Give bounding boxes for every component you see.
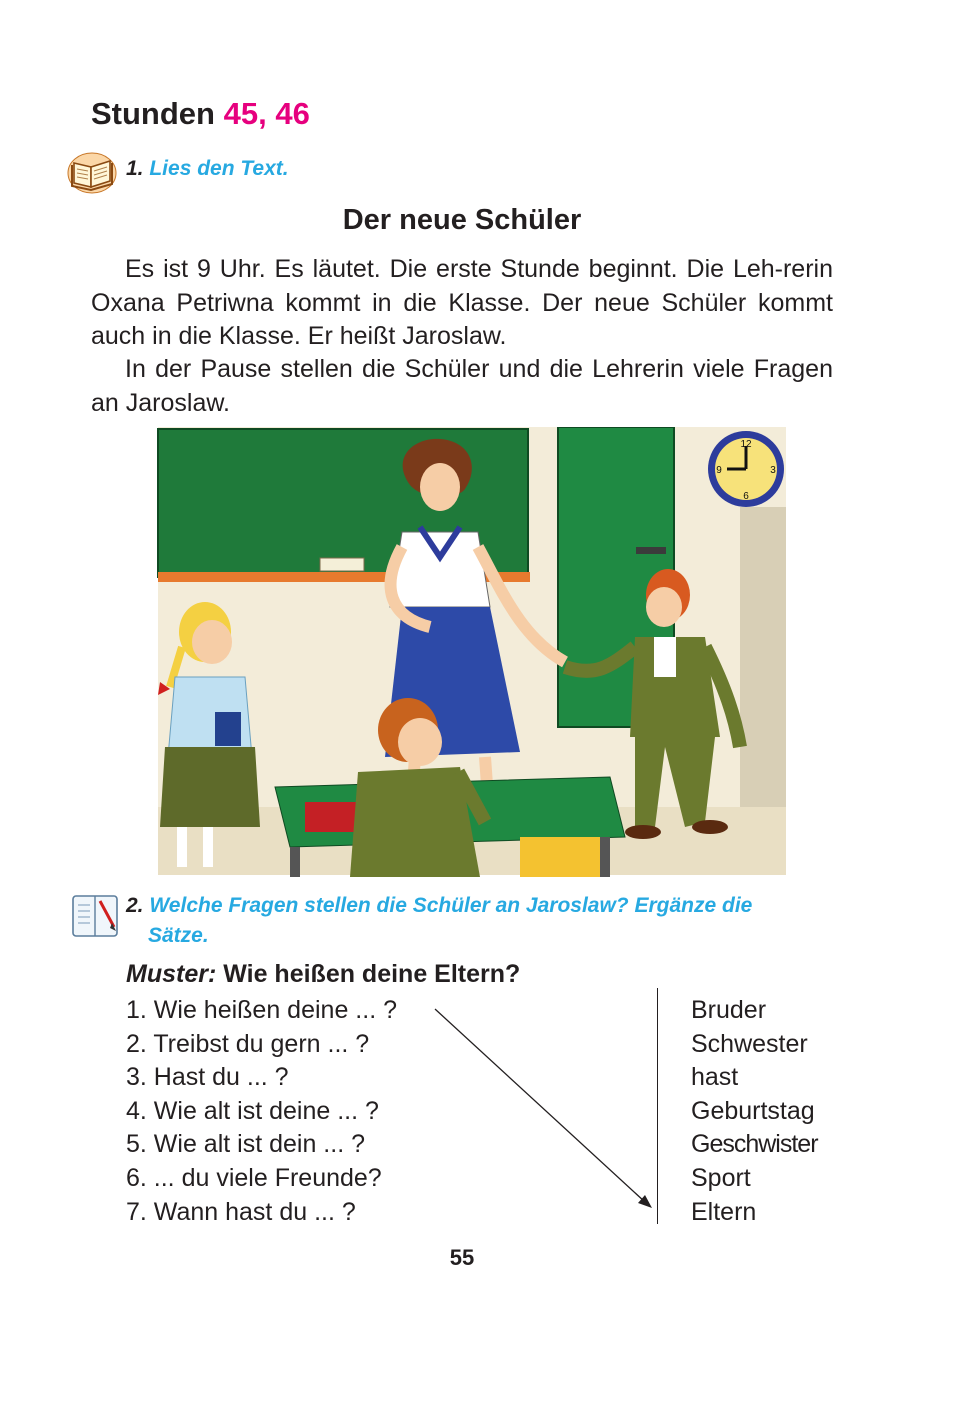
question-item: 3. Hast du ... ? — [126, 1063, 289, 1092]
task-1-instruction — [126, 157, 289, 181]
book-icon — [66, 149, 118, 195]
story-title: Der neue Schüler — [342, 204, 582, 236]
task-2-text-1: Welche Fragen stellen die Schüler an Jaroslaw? Ergänze die — [149, 894, 753, 917]
question-item: 2. Treibst du gern ... ? — [126, 1029, 370, 1058]
word-item: Geburtstag — [691, 1096, 815, 1125]
page-number: 55 — [449, 1245, 475, 1270]
task-2-number: 2. — [126, 894, 144, 917]
page-heading — [91, 96, 310, 132]
heading-numbers: 45, 46 — [223, 96, 310, 131]
question-item: 7. Wann hast du ... ? — [126, 1197, 356, 1226]
notebook-icon — [70, 893, 120, 939]
word-item: Eltern — [691, 1197, 757, 1226]
task-1-text: Lies den Text. — [149, 157, 289, 180]
story-paragraph-2-text: In der Pause stellen die Schüler und die Lehrerin viele Fragen an Jaroslaw. — [91, 355, 833, 417]
word-item: Bruder — [691, 996, 767, 1024]
chair — [520, 837, 600, 877]
word-item: Sport — [691, 1163, 751, 1192]
task-1-number: 1. — [126, 157, 144, 180]
example-label: Muster: — [126, 960, 217, 988]
sponge — [320, 558, 364, 571]
word-item: hast — [691, 1063, 739, 1092]
clock-number-6: 6 — [743, 491, 749, 502]
task-2-line-1 — [126, 891, 846, 921]
question-item: 1. Wie heißen deine ... ? — [126, 996, 397, 1024]
question-item: 4. Wie alt ist deine ... ? — [126, 1096, 379, 1125]
task-2-text-2: Sätze. — [148, 924, 209, 947]
task-2-instruction — [126, 891, 846, 951]
classroom-illustration — [140, 427, 790, 879]
clock-number-12: 12 — [740, 439, 752, 450]
story-paragraph-1 — [91, 253, 833, 354]
clock-number-3: 3 — [770, 465, 776, 476]
heading-prefix: Stunden — [91, 96, 215, 131]
column-divider — [657, 988, 658, 1224]
question-item: 6. ... du viele Freunde? — [126, 1163, 382, 1192]
word-list — [691, 994, 818, 1229]
example-line — [126, 960, 520, 989]
story-paragraph-1-text: Es ist 9 Uhr. Es läutet. Die erste Stunde beginnt. Die Leh-rerin Oxana Petriwna kommt in die Klasse. Der neue Schüler kommt auch in die Klasse. Er heißt Jaroslaw. — [91, 255, 833, 350]
word-item: Schwester — [691, 1029, 808, 1058]
example-sentence: Wie heißen deine Eltern? — [223, 960, 521, 988]
word-item: Geschwister — [691, 1130, 818, 1159]
question-item: 5. Wie alt ist dein ... ? — [126, 1130, 365, 1159]
wall-clock — [708, 431, 784, 507]
question-list — [126, 994, 397, 1229]
door-handle — [636, 547, 666, 554]
girl-book — [215, 712, 241, 746]
story-paragraph-2 — [91, 353, 833, 420]
clock-number-9: 9 — [716, 465, 722, 476]
